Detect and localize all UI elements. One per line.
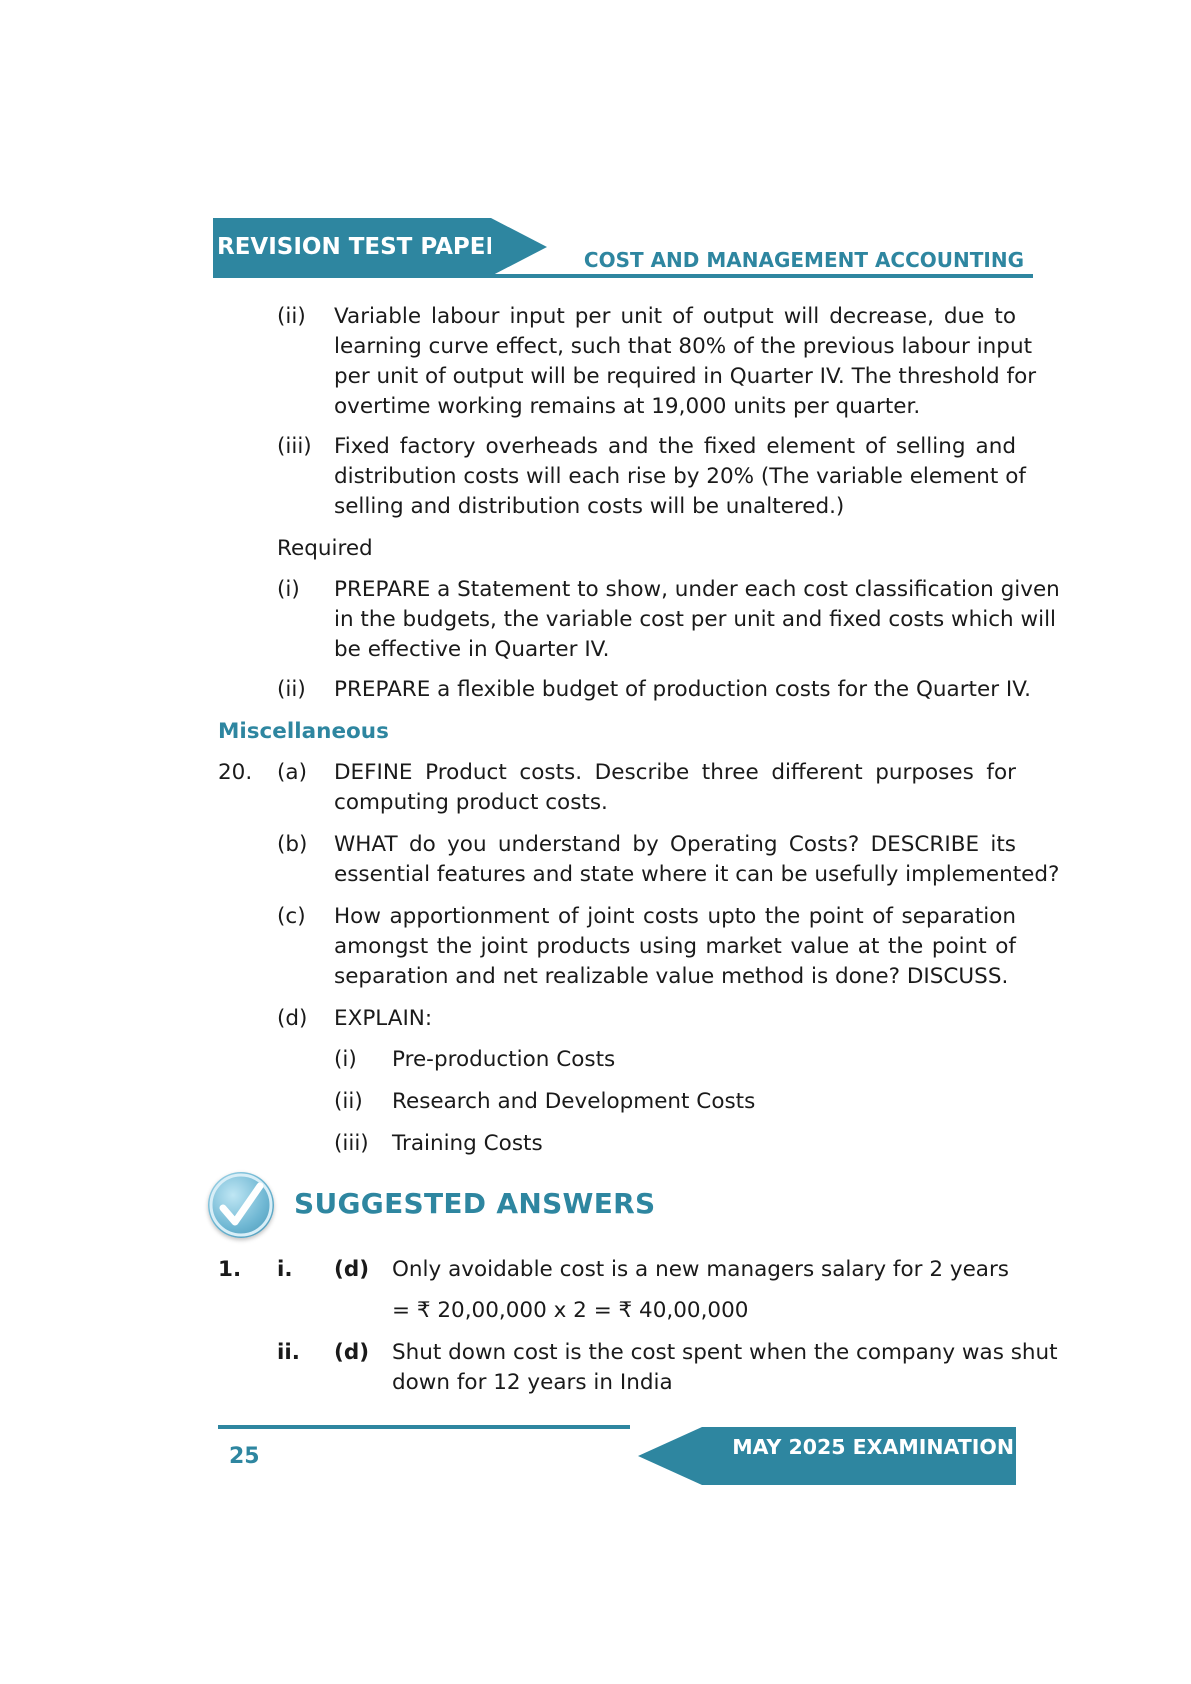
header-rule (213, 274, 1033, 278)
item-number: (ii) (277, 677, 306, 702)
page-number: 25 (229, 1444, 260, 1469)
answer-sub-number: ii. (277, 1340, 300, 1365)
header-arrow (491, 218, 547, 276)
answer-ii-text (392, 1338, 1058, 1398)
q20-d-text: EXPLAIN: (334, 1006, 433, 1031)
text-line: per unit of output will be required in Quarter IV. The threshold for (334, 364, 1037, 389)
checkmark-icon (208, 1172, 274, 1238)
item-number: (a) (277, 760, 307, 785)
q20-c-text (334, 902, 1016, 992)
sub-item-text: Research and Development Costs (392, 1089, 756, 1114)
sub-item-text: Pre-production Costs (392, 1047, 616, 1072)
required-i-text (334, 575, 1060, 665)
sub-item-number: (iii) (334, 1131, 369, 1156)
text-line: Fixed factory overheads and the fixed element of selling and (334, 434, 1016, 459)
q20-a-text (334, 758, 1016, 818)
section-heading: Miscellaneous (218, 719, 389, 744)
text-line: be effective in Quarter IV. (334, 637, 610, 662)
footer-rule (218, 1425, 630, 1429)
required-label: Required (277, 536, 373, 561)
footer-exam-label: MAY 2025 EXAMINATION (702, 1427, 1016, 1485)
answer-calculation: = ₹ 20,00,000 x 2 = ₹ 40,00,000 (392, 1298, 749, 1323)
text-line: down for 12 years in India (392, 1370, 673, 1395)
header-label: REVISION TEST PAPER (213, 218, 491, 276)
item-number: (i) (277, 577, 300, 602)
text-line: Variable labour input per unit of output will decrease, due to (334, 304, 1016, 329)
text-line: PREPARE a Statement to show, under each cost classification given (334, 577, 1060, 602)
q19-ii-text (334, 302, 1037, 422)
required-ii-text: PREPARE a flexible budget of production costs for the Quarter IV. (334, 677, 1031, 702)
text-line: selling and distribution costs will be unaltered.) (334, 494, 845, 519)
text-line: overtime working remains at 19,000 units per quarter. (334, 394, 921, 419)
sub-item-text: Training Costs (392, 1131, 543, 1156)
footer-arrow (638, 1427, 702, 1485)
text-line: computing product costs. (334, 790, 608, 815)
text-line: essential features and state where it can be usefully implemented? (334, 862, 1060, 887)
item-number: (ii) (277, 304, 306, 329)
checkmark-glyph (208, 1172, 274, 1238)
q20-b-text (334, 830, 1060, 890)
text-line: learning curve effect, such that 80% of the previous labour input (334, 334, 1033, 359)
text-line: WHAT do you understand by Operating Costs? DESCRIBE its (334, 832, 1016, 857)
text-line: DEFINE Product costs. Describe three different purposes for (334, 760, 1016, 785)
q19-iii-text (334, 432, 1026, 522)
answer-option: (d) (334, 1257, 370, 1282)
question-number: 20. (218, 760, 253, 785)
answer-option: (d) (334, 1340, 370, 1365)
sub-item-number: (ii) (334, 1089, 363, 1114)
item-number: (c) (277, 904, 306, 929)
answer-number: 1. (218, 1257, 242, 1282)
text-line: in the budgets, the variable cost per unit and fixed costs which will (334, 607, 1057, 632)
item-number: (d) (277, 1006, 308, 1031)
text-line: distribution costs will each rise by 20% (The variable element of (334, 464, 1026, 489)
text-line: separation and net realizable value method is done? DISCUSS. (334, 964, 1009, 989)
text-line: How apportionment of joint costs upto the point of separation (334, 904, 1016, 929)
text-line: amongst the joint products using market value at the point of (334, 934, 1016, 959)
item-number: (b) (277, 832, 308, 857)
item-number: (iii) (277, 434, 312, 459)
sub-item-number: (i) (334, 1047, 357, 1072)
answer-sub-number: i. (277, 1257, 293, 1282)
text-line: Shut down cost is the cost spent when the company was shut (392, 1340, 1058, 1365)
header-subject: COST AND MANAGEMENT ACCOUNTING (583, 248, 1024, 272)
answer-text: Only avoidable cost is a new managers salary for 2 years (392, 1257, 1010, 1282)
answers-title: SUGGESTED ANSWERS (294, 1187, 656, 1220)
